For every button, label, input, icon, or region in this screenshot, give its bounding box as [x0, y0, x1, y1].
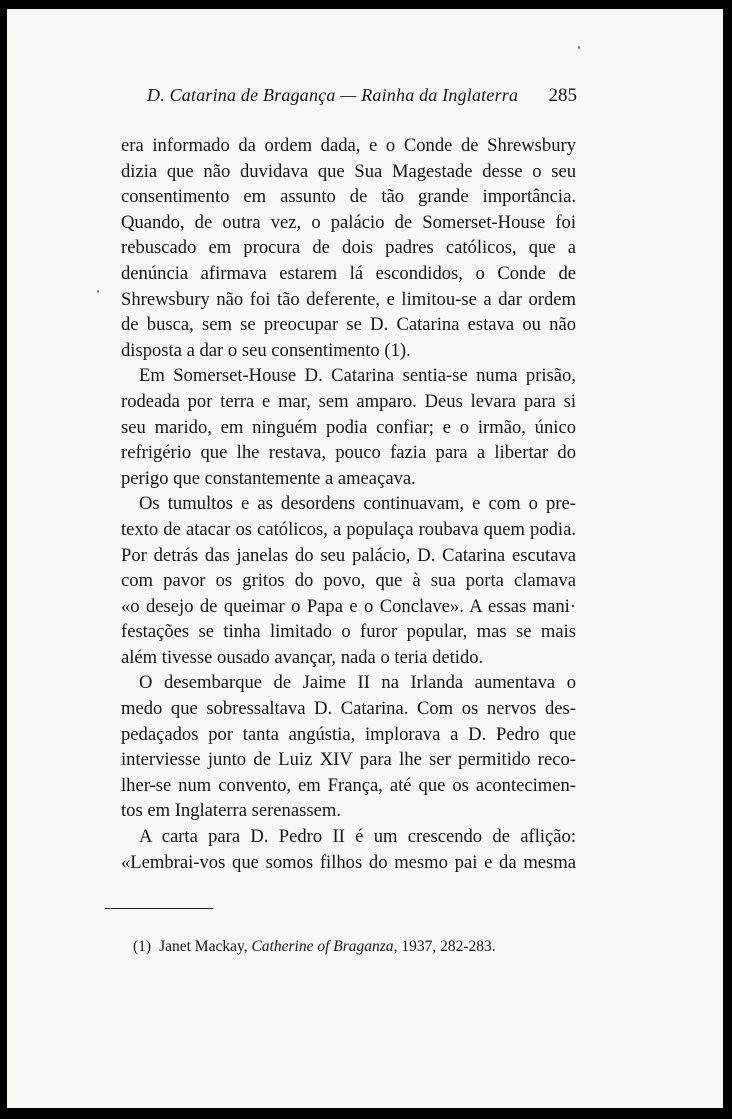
paper-speck — [97, 290, 99, 293]
text-line: de busca, sem se preocupar se D. Catarina estava ou não — [121, 314, 576, 336]
footnote-reference-period: . — [406, 339, 411, 361]
text-line: medo que sobressaltava D. Catarina. Com os nervos des- — [121, 698, 576, 720]
text-line: com pavor os gritos do povo, que à sua porta clamava — [121, 570, 576, 592]
text-line: Shrewsbury não foi tão deferente, e limitou-se a dar ordem — [121, 288, 576, 310]
text-line: tos em Inglaterra serenassem. — [121, 800, 341, 822]
text-line: Por detrás das janelas do seu palácio, D. Catarina escutava — [121, 544, 576, 566]
text-line: «o desejo de queimar o Papa e o Conclave». A essas mani· — [121, 595, 576, 617]
text-line-content: disposta a dar o seu consentimento — [121, 339, 380, 361]
text-line: texto de atacar os católicos, a populaça roubava quem podia. — [121, 518, 576, 540]
text-line: Quando, de outra vez, o palácio de Somerset-House foi — [121, 211, 576, 233]
paragraph-start-line: Em Somerset-House D. Catarina sentia-se numa prisão, — [139, 365, 576, 387]
book-page — [7, 9, 723, 1108]
text-line: consentimento em assunto de tão grande importância. — [121, 186, 576, 208]
footnote-mark: (1) — [133, 938, 152, 955]
text-line: denúncia afirmava estarem lá escondidos, o Conde de — [121, 262, 576, 284]
text-line-with-note — [121, 338, 576, 364]
paragraph-start-line: O desembarque de Jaime II na Irlanda aumentava o — [139, 672, 576, 694]
text-line: além tivesse ousado avançar, nada o teria detido. — [121, 646, 484, 668]
paragraph-start-line: A carta para D. Pedro II é um crescendo de aflição: — [139, 826, 576, 848]
text-line: interviesse junto de Luiz XIV para lhe ser permitido reco- — [121, 749, 576, 771]
footnote-details: , 1937, 282-283. — [393, 938, 496, 955]
page-number: 285 — [548, 85, 577, 106]
footnote-author: Janet Mackay, — [159, 938, 252, 955]
text-line: pedaçados por tanta angústia, implorava a D. Pedro que — [121, 723, 576, 745]
footnote-divider — [105, 908, 213, 909]
paper-speck — [578, 46, 580, 49]
text-line: «Lembrai-vos que somos filhos do mesmo pai e da mesma — [121, 851, 576, 873]
text-line: lher-se num convento, em França, até que os acontecimen- — [121, 774, 576, 796]
header-title: D. Catarina de Bragança — Rainha da Inglaterra — [147, 85, 519, 105]
text-line: rodeada por terra e mar, sem amparo. Deus levara para si — [121, 390, 576, 412]
footnote-reference: (1) — [384, 339, 407, 361]
footnote — [133, 938, 496, 956]
text-line: festações se tinha limitado o furor popular, mas se mais — [121, 621, 576, 643]
text-line: perigo que constantemente a ameaçava. — [121, 467, 416, 489]
text-line: refrigério que lhe restava, pouco fazia para a libertar do — [121, 442, 576, 464]
text-line: era informado da ordem dada, e o Conde de Shrewsbury — [121, 135, 576, 156]
text-line: dizia que não duvidava que Sua Magestade desse o seu — [121, 160, 576, 182]
body-text — [121, 133, 576, 875]
running-header — [147, 85, 577, 113]
footnote-book-title: Catherine of Braganza — [251, 938, 394, 955]
text-line: rebuscado em procura de dois padres católicos, que a — [121, 237, 576, 259]
text-line: seu marido, em ninguém podia confiar; e o irmão, único — [121, 416, 576, 438]
paragraph-start-line: Os tumultos e as desordens continuavam, e com o pre- — [139, 493, 576, 515]
